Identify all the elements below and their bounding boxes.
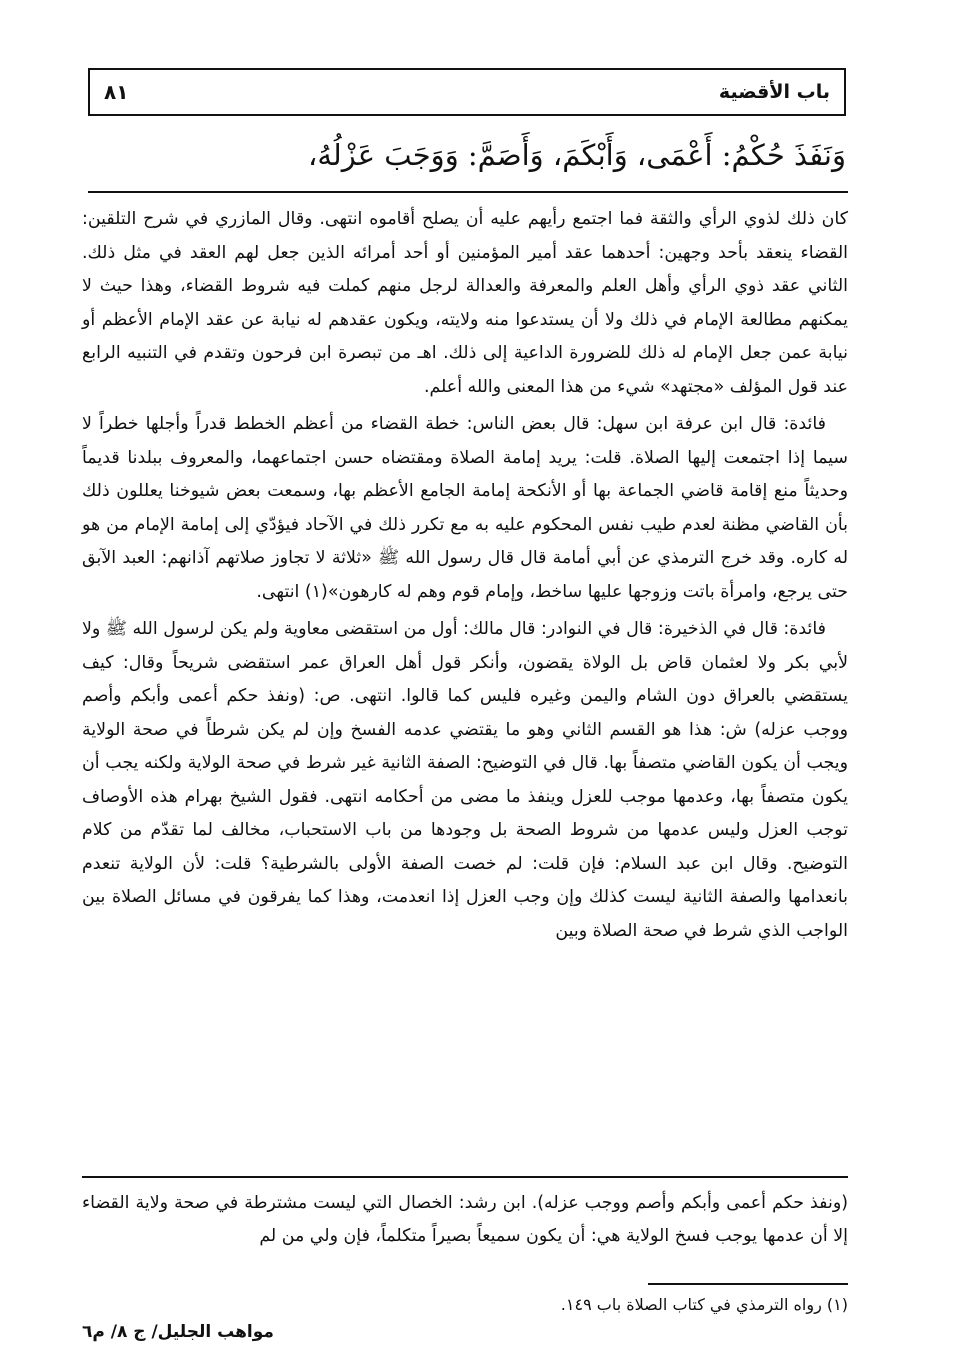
- footnote-divider: [648, 1283, 848, 1285]
- page-number: ٨١: [104, 80, 129, 104]
- book-signature: مواهب الجليل/ ج ٨/ م٦: [82, 1322, 274, 1342]
- footnote: (١) رواه الترمذي في كتاب الصلاة باب ١٤٩.: [560, 1295, 848, 1314]
- paragraph-2: فائدة: قال ابن عرفة ابن سهل: قال بعض الناس: خطة القضاء من أعظم الخطط قدراً وأجلها خطراً لا سيما إذا اجتمعت إليها الصلاة. قلت: يريد إمامة الصلاة ومقتضاه حسن اجتماعهما، والمعروف ببلدنا قديماً وحديثاً منع إقامة قاضي الجماعة بها أو الأنكحة إمامة الجامع الأعظم بها، وسمعت بعض شيوخنا يعللون ذلك بأن القاضي مظنة لعدم طيب نفس المحكوم عليه به مع تكرر ذلك في الآحاد فيؤدّي إلى إمامة الإمام من هو له كاره. وقد خرج الترمذي عن أبي أمامة قال قال رسول الله ﷺ «ثلاثة لا تجاوز صلاتهم آذانهم: العبد الآبق حتى يرجع، وامرأة باتت وزوجها عليها ساخط، وإمام قوم وهم له كارهون»(١) انتهى.: [82, 414, 848, 602]
- sharh-divider: [82, 1176, 848, 1178]
- paragraph-1: كان ذلك لذوي الرأي والثقة فما اجتمع رأيهم عليه أن يصلح أقاموه انتهى. وقال المازري في شرح التلقين: القضاء ينعقد بأحد وجهين: أحدهما عقد أمير المؤمنين أو أحد أمرائه الذين جعل لهم العقد في مثل ذلك. الثاني عقد ذوي الرأي وأهل العلم والمعرفة والعدالة لرجل منهم كملت فيه شروط القضاء، وهذا حيث لا يمكنهم مطالعة الإمام في ذلك ولا أن يستدعوا منه ولايته، ويكون عقدهم له نيابة عن عقد الإمام الأعظم أو نيابة عمن جعل الإمام له ذلك للضرورة الداعية إلى ذلك. اهـ من تبصرة ابن فرحون وتقدم في التنبيه الرابع عند قول المؤلف «مجتهد» شيء من هذا المعنى والله أعلم.: [82, 209, 848, 397]
- matn-divider: [88, 191, 848, 193]
- matn-text: وَنَفَذَ حُكْمُ: أَعْمَى، وَأَبْكَمَ، وَأَصَمَّ: وَوَجَبَ عَزْلُهُ،: [308, 138, 846, 172]
- sharh-paragraph: (ونفذ حكم أعمى وأبكم وأصم ووجب عزله). ابن رشد: الخصال التي ليست مشترطة في صحة ولاية القضاء إلا أن عدمها يوجب فسخ الولاية هي: أن يكون سميعاً بصيراً متكلماً، فإن ولي من لم: [82, 1193, 848, 1246]
- chapter-title: باب الأقضية: [718, 81, 830, 103]
- running-header: [88, 68, 846, 116]
- commentary-body: [82, 203, 848, 952]
- secondary-commentary: [82, 1187, 848, 1253]
- paragraph-3: فائدة: قال في الذخيرة: قال في النوادر: قال مالك: أول من استقضى معاوية ولم يكن لرسول الله ﷺ ولا لأبي بكر ولا لعثمان قاض بل الولاة يقضون، وأنكر قول أهل العراق عمر استقضى شريحاً وقال: كيف يستقضي بالعراق دون الشام واليمن وغيره فليس كما قالوا. انتهى. ص: (ونفذ حكم أعمى وأبكم وأصم ووجب عزله) ش: هذا هو القسم الثاني وهو ما يقتضي عدمه الفسخ وإن لم يكن شرطاً في صحة الولاية ويجب أن يكون القاضي متصفاً بها. قال في التوضيح: الصفة الثانية غير شرط في صحة الولاية ولكنه يجب أن يكون متصفاً بها، وعدمها موجب للعزل وينفذ ما مضى من أحكامه انتهى. فقول الشيخ بهرام هذه الأوصاف توجب العزل وليس عدمها من شروط الصحة بل وجودها من باب الاستحباب، مخالف لما تقدّم من كلام التوضيح. وقال ابن عبد السلام: فإن قلت: لم خصت الصفة الأولى بالشرطية؟ قلت: لأن الولاية تنعدم بانعدامها والصفة الثانية ليست كذلك وإن وجب العزل إذا انعدمت، وهذا كما يفرقون في مسائل الصلاة بين الواجب الذي شرط في صحة الصلاة وبين: [82, 619, 848, 941]
